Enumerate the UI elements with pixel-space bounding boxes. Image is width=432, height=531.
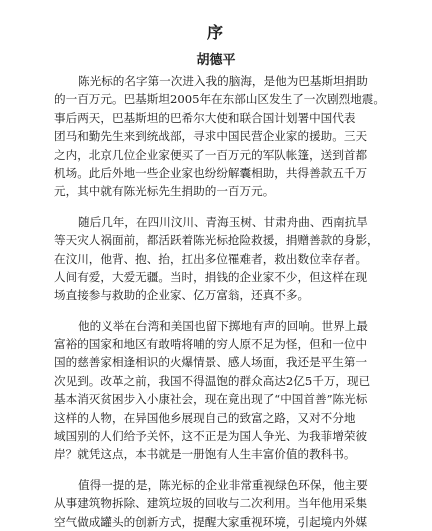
text-line: 在汶川，他背、抱、抬，扛出多位罹难者，救出数位幸存者。: [54, 251, 368, 266]
page-title: 序: [206, 23, 225, 42]
text-line: 国的慈善家相逢相识的火爆情景、感人场面，我还是平生第一: [54, 355, 368, 370]
paragraph-gap: [54, 201, 406, 213]
text-line: 之内，北京几位企业家便买了一百万元的军队帐篷，送到首都: [54, 147, 368, 162]
text-line: 值得一提的是，陈光标的企业非常重视绿色环保，他主要: [78, 477, 368, 492]
text-line: 这样的人物，在异国他乡展现自己的致富之路，又对不分地: [54, 410, 356, 425]
text-line: 从事建筑物拆除、建筑垃圾的回收与二次利用。当年他用采集: [54, 496, 368, 511]
text-line: 随后几年，在四川汶川、青海玉树、甘肃舟曲、西南抗旱: [78, 214, 368, 229]
paragraph-2: [54, 213, 406, 305]
paragraph-gap: [54, 464, 406, 476]
paragraph-4: [54, 476, 406, 531]
text-line: 人间有爱，大爱无疆。当时，捐钱的企业家不少，但这样在现: [54, 269, 368, 284]
text-line: 域国别的人们给予关怀，这不正是为国人争光、为我菲增荣彼: [54, 429, 368, 444]
text-line: 基本消灭贫困步入小康社会，现在竟出现了“中国首善”陈光标: [54, 392, 368, 407]
text-line: 他的义举在台湾和美国也留下掷地有声的回响。世界上最: [78, 318, 368, 333]
text-line: 富裕的国家和地区有敢啃将哺的穷人原不足为怪，但和一位中: [54, 337, 368, 352]
text-line: 岸？就凭这点，本书就是一册饱有人生丰富价值的教科书。: [54, 447, 356, 462]
text-line: 次见到。改革之前，我国不得温饱的群众高达2亿5千万，现已: [54, 373, 371, 388]
author-name: 胡德平: [196, 53, 236, 68]
text-line: 陈光标的名字第一次进入我的脑海，是他为巴基斯坦捐助: [78, 74, 368, 88]
text-line: 元，其中就有陈光标先生捐助的一百万元。: [54, 184, 275, 199]
paragraph-3: [54, 317, 406, 464]
text-line: 机场。此后外地一些企业家也纷纷解囊相助，共得善款五千万: [54, 165, 368, 180]
paragraph-gap: [54, 305, 406, 317]
text-line: 团马和勤先生来到统战部，寻求中国民营企业家的援助。三天: [54, 129, 368, 144]
document-body: [54, 72, 406, 531]
text-line: 空气做成罐头的创新方式，提醒大家重视环境，引起境内外媒: [54, 514, 368, 529]
text-line: 事后两天，巴基斯坦的巴希尔大使和联合国计划署中国代表: [54, 110, 356, 125]
text-line: 等天灾人祸面前，都活跃着陈光标抢险救援，捐赠善款的身影，: [54, 233, 379, 248]
text-line: 场直接参与救助的企业家、亿万富翁，还真不多。: [54, 288, 310, 303]
paragraph-1: [54, 72, 406, 201]
text-line: 的一百万元。巴基斯坦2005年在东部山区发生了一次剧烈地震。: [54, 92, 385, 107]
